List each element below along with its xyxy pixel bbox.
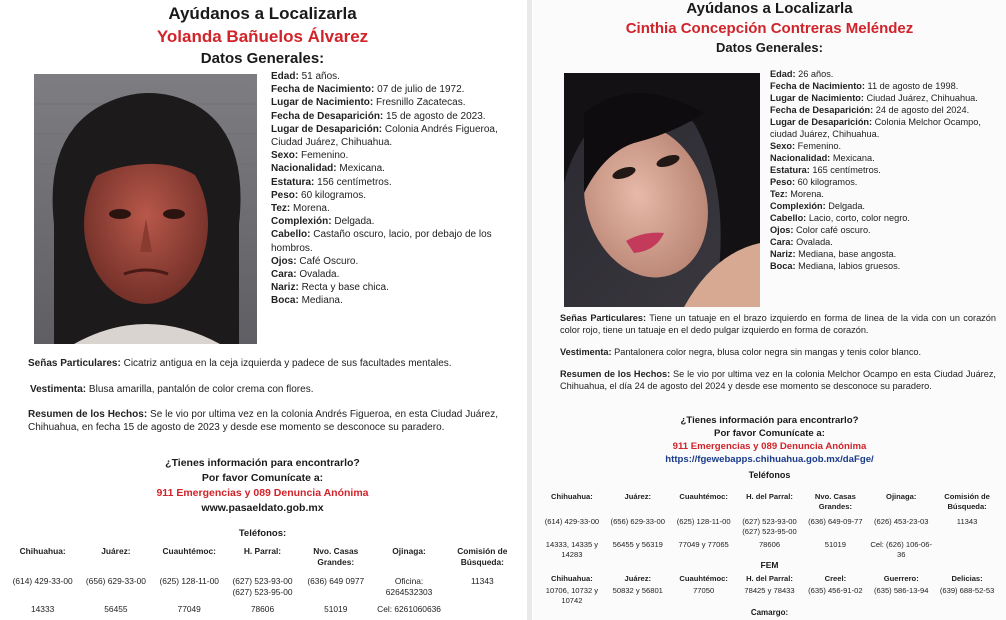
- fact-value: Recta y base chica.: [301, 282, 389, 294]
- senas-label: Señas Particulares:: [28, 358, 121, 369]
- senas-value: Tiene un tatuaje en el brazo izquierdo en forma de linea de la vida con un corazón color rojo, tiene un tatuaje en el dedo pulgar izquierdo en forma de corazón.: [560, 313, 996, 335]
- phones-table: [6, 546, 519, 615]
- table-row: [539, 517, 1000, 537]
- phones-table: [539, 492, 1000, 560]
- fact-row: [271, 228, 511, 254]
- fact-value: Fresnillo Zacatecas.: [376, 97, 466, 109]
- table-cell: [934, 540, 1000, 560]
- fact-value: Delgada.: [334, 216, 375, 228]
- fact-row: [271, 96, 511, 109]
- fact-value: 24 de agosto del 2024.: [875, 105, 970, 115]
- fact-label: Sexo:: [770, 141, 796, 151]
- fact-row: [770, 152, 1000, 164]
- table-header-cell: Juárez:: [624, 492, 652, 501]
- fact-value: 60 kilogramos.: [797, 177, 858, 187]
- fact-row: [271, 268, 511, 281]
- fact-row: [271, 215, 511, 228]
- table-cell: 78425 y 78433: [744, 586, 795, 595]
- table-header-cell: H. del Parral:: [746, 574, 793, 583]
- table-header-cell: Juárez:: [101, 546, 131, 556]
- table-row: [6, 604, 519, 615]
- fact-label: Boca:: [271, 295, 299, 307]
- fact-label: Cabello:: [271, 229, 311, 241]
- fact-row: [271, 70, 511, 83]
- fact-row: [770, 212, 1000, 224]
- fact-label: Fecha de Desaparición:: [770, 105, 874, 115]
- fact-value: Lacio, corto, color negro.: [808, 213, 910, 223]
- fact-row: [271, 110, 511, 123]
- table-cell: (636) 649 0977: [307, 576, 365, 586]
- fact-value: Ciudad Juárez, Chihuahua.: [866, 93, 978, 103]
- fact-row: [271, 281, 511, 294]
- fact-label: Lugar de Nacimiento:: [271, 97, 374, 109]
- fact-value: Femenino.: [301, 150, 349, 162]
- fact-label: Nacionalidad:: [770, 153, 831, 163]
- fact-label: Sexo:: [271, 150, 299, 162]
- fact-label: Cara:: [770, 237, 794, 247]
- fact-row: [770, 188, 1000, 200]
- fact-value: Mexicana.: [339, 163, 385, 175]
- fact-label: Nacionalidad:: [271, 163, 337, 175]
- table-cell: 51019: [324, 604, 348, 614]
- table-header-cell: Delicias:: [951, 574, 983, 583]
- fact-label: Cara:: [271, 269, 297, 281]
- table-header-cell: Cuauhtémoc:: [679, 574, 728, 583]
- senas-value: Cicatriz antigua en la ceja izquierda y padece de sus facultades mentales.: [123, 358, 452, 369]
- fact-row: [770, 176, 1000, 188]
- poster-right: [533, 0, 1006, 620]
- table-header-cell: Creel:: [824, 574, 847, 583]
- table-header-cell: Chihuahua:: [551, 492, 593, 501]
- fact-value: 15 de agosto de 2023.: [386, 110, 486, 122]
- table-header-cell: Juárez:: [624, 574, 652, 583]
- poster-header: Ayúdanos a Localizarla: [168, 4, 357, 23]
- table-cell: 77049: [177, 604, 201, 614]
- fact-value: Ovalada.: [796, 237, 833, 247]
- fact-value: Colonia Andrés Figueroa, Ciudad Juárez, Chihuahua.: [271, 123, 498, 149]
- resumen-value: Se le vio por ultima vez en la colonia Melchor Ocampo en esta Ciudad Juárez, Chihuahua, el día 24 de agosto del 2024 y desde ese momento se desconoce su paradero.: [560, 369, 996, 391]
- table-header-cell: Comisión de Búsqueda:: [457, 546, 508, 567]
- senas-label: Señas Particulares:: [560, 313, 647, 323]
- person-photo: [34, 74, 257, 344]
- table-row: [539, 540, 1000, 560]
- fact-row: [271, 202, 511, 215]
- phones-title: Teléfonos: [748, 470, 791, 480]
- fact-row: [271, 123, 511, 149]
- resumen-label: Resumen de los Hechos:: [28, 409, 148, 420]
- table-cell: (635) 456-91-02: [808, 586, 863, 595]
- fact-label: Edad:: [271, 71, 299, 82]
- fact-value: Mediana, base angosta.: [798, 249, 897, 259]
- fact-label: Tez:: [770, 189, 788, 199]
- table-cell: 56455: [104, 604, 128, 614]
- emergency-numbers: 911 Emergencias y 089 Denuncia Anónima: [672, 441, 867, 452]
- fact-label: Fecha de Nacimiento:: [770, 81, 865, 91]
- table-cell: 56455 y 56319: [612, 540, 663, 549]
- fact-row: [271, 189, 511, 202]
- fact-value: Color café oscuro.: [796, 225, 871, 235]
- fact-label: Estatura:: [271, 176, 315, 188]
- fact-row: [770, 164, 1000, 176]
- vestimenta: [30, 383, 515, 396]
- fact-label: Peso:: [770, 177, 796, 187]
- fact-value: Morena.: [293, 203, 330, 215]
- table-header-row: [6, 546, 519, 568]
- vestimenta: [560, 347, 996, 359]
- table-row: [539, 586, 1000, 606]
- table-cell: (639) 688-52-53: [939, 586, 995, 595]
- fact-value: Morena.: [790, 189, 824, 199]
- vestimenta-label: Vestimenta:: [30, 384, 87, 395]
- fem-camargo-label: Camargo:: [750, 608, 789, 617]
- table-cell: (656) 629-33-00: [85, 576, 146, 586]
- fact-label: Complexión:: [271, 216, 332, 228]
- fact-label: Peso:: [271, 189, 299, 201]
- senas-particulares: [28, 357, 513, 370]
- fact-row: [770, 104, 1000, 116]
- phones-title: Teléfonos:: [238, 528, 287, 539]
- missing-person-name: Cinthia Concepción Contreras Meléndez: [625, 20, 914, 37]
- fact-label: Lugar de Nacimiento:: [770, 93, 864, 103]
- fact-row: [770, 200, 1000, 212]
- fact-value: 60 kilogramos.: [301, 189, 367, 201]
- fact-value: Delgada.: [828, 201, 865, 211]
- fact-value: 165 centímetros.: [812, 165, 881, 175]
- contact-website[interactable]: https://fgewebapps.chihuahua.gob.mx/daFge/: [665, 454, 874, 465]
- table-cell: Cel: 6261060636: [377, 604, 441, 614]
- fact-value: Mediana.: [301, 295, 343, 307]
- table-cell: 14333: [30, 604, 55, 614]
- poster-header: Ayúdanos a Localizarla: [686, 0, 853, 17]
- table-header-cell: Cuauhtémoc:: [679, 492, 728, 501]
- table-cell: (635) 586-13-94: [873, 586, 929, 595]
- vestimenta-value: Pantalonera color negra, blusa color negra sin mangas y tenis color blanco.: [614, 347, 922, 357]
- table-header-cell: Guerrero:: [883, 574, 919, 583]
- fact-label: Fecha de Nacimiento:: [271, 84, 375, 96]
- table-header-cell: Cuauhtémoc:: [162, 546, 216, 556]
- table-cell: Cel: (626) 106-06-36: [870, 540, 933, 559]
- fact-row: [770, 80, 1000, 92]
- fact-value: Mexicana.: [832, 153, 875, 163]
- table-header-cell: H. Parral:: [243, 546, 282, 556]
- table-cell: 78606: [250, 604, 275, 614]
- fact-label: Lugar de Desaparición:: [271, 123, 383, 135]
- contact-call: Por favor Comunícate a:: [714, 428, 825, 439]
- table-cell: Oficina: 6264532303: [385, 576, 433, 597]
- fact-label: Ojos:: [271, 255, 297, 267]
- table-cell: 77049 y 77065: [678, 540, 729, 549]
- fact-label: Cabello:: [770, 213, 807, 223]
- table-cell: [446, 604, 519, 615]
- fact-row: [770, 116, 1000, 140]
- resumen-hechos: [560, 369, 996, 393]
- fact-label: Nariz:: [770, 249, 796, 259]
- table-cell: 77050: [693, 586, 715, 595]
- table-cell: 78606: [758, 540, 781, 549]
- fact-row: [770, 224, 1000, 236]
- fact-value: 07 de julio de 1972.: [377, 84, 465, 96]
- fact-label: Tez:: [271, 203, 291, 215]
- person-photo: [564, 73, 760, 307]
- vestimenta-value: Blusa amarilla, pantalón de color crema con flores.: [88, 384, 314, 395]
- table-header-row: [539, 492, 1000, 512]
- table-cell: (625) 128-11-00: [676, 517, 731, 526]
- fact-row: [770, 92, 1000, 104]
- table-cell: (626) 453-23-03: [873, 517, 929, 526]
- fact-label: Complexión:: [770, 201, 826, 211]
- contact-website[interactable]: www.pasaeldato.gob.mx: [201, 502, 324, 514]
- fact-row: [770, 248, 1000, 260]
- table-cell: (627) 523-93-00 (627) 523-95-00: [232, 576, 293, 597]
- fem-table: [539, 574, 1000, 606]
- emergency-numbers: 911 Emergencias y 089 Denuncia Anónima: [156, 487, 369, 499]
- fact-row: [770, 140, 1000, 152]
- table-cell: 11343: [470, 576, 494, 586]
- fact-label: Fecha de Desaparición:: [271, 110, 384, 122]
- fem-title: FEM: [760, 560, 779, 570]
- fact-row: [271, 149, 511, 162]
- table-cell: 10706, 10732 y 10742: [545, 586, 599, 605]
- table-cell: 51019: [824, 540, 846, 549]
- fact-value: 26 años.: [798, 69, 834, 79]
- contact-question: ¿Tienes información para encontrarlo?: [165, 457, 360, 469]
- resumen-hechos: [28, 408, 498, 434]
- table-cell: (656) 629-33-00: [610, 517, 666, 526]
- table-header-cell: H. del Parral:: [746, 492, 793, 501]
- table-cell: 11343: [956, 517, 978, 526]
- table-cell: (627) 523-93-00 (627) 523-95-00: [742, 517, 797, 536]
- fact-row: [770, 236, 1000, 248]
- fact-row: [271, 176, 511, 189]
- facts-list: [271, 70, 511, 308]
- fact-row: [770, 260, 1000, 272]
- fact-value: Ovalada.: [299, 269, 340, 281]
- table-header-cell: Nvo. Casas Grandes:: [313, 546, 359, 567]
- resumen-label: Resumen de los Hechos:: [560, 369, 671, 379]
- table-header-row: [539, 574, 1000, 584]
- fact-label: Estatura:: [770, 165, 810, 175]
- senas-particulares: [560, 313, 996, 337]
- fact-value: Café Oscuro.: [299, 255, 359, 267]
- fact-value: 11 de agosto de 1998.: [867, 81, 959, 91]
- fact-value: Femenino.: [797, 141, 842, 151]
- section-title: Datos Generales:: [716, 40, 823, 55]
- fact-row: [271, 162, 511, 175]
- vestimenta-label: Vestimenta:: [560, 347, 612, 357]
- fact-label: Ojos:: [770, 225, 794, 235]
- contact-call: Por favor Comunícate a:: [201, 472, 324, 484]
- fact-value: 156 centímetros.: [317, 176, 392, 188]
- table-header-cell: Chihuahua:: [551, 574, 593, 583]
- table-header-cell: Ojinaga:: [392, 546, 426, 556]
- poster-divider: [527, 0, 532, 620]
- table-cell: (614) 429-33-00: [12, 576, 73, 586]
- table-cell: (614) 429-33-00: [544, 517, 600, 526]
- table-cell: (636) 649-09-77: [808, 517, 863, 526]
- fact-row: [271, 255, 511, 268]
- resumen-value: Se le vio por ultima vez en la colonia Andrés Figueroa, en esta Ciudad Juárez, Chihuahua, en fecha 15 de agosto de 2023 y desde ese momento se desconoce su paradero.: [28, 409, 499, 433]
- contact-question: ¿Tienes información para encontrarlo?: [680, 415, 859, 426]
- table-cell: (625) 128-11-00: [159, 576, 219, 586]
- fact-value: 51 años.: [301, 71, 340, 82]
- table-cell: 14333, 14335 y 14283: [545, 540, 599, 559]
- fact-row: [271, 83, 511, 96]
- section-title: Datos Generales:: [200, 50, 325, 67]
- fact-value: Colonia Melchor Ocampo, ciudad Juárez, Chihuahua.: [770, 117, 981, 139]
- fact-label: Nariz:: [271, 282, 299, 294]
- fact-row: [770, 68, 1000, 80]
- table-header-cell: Chihuahua:: [19, 546, 66, 556]
- fact-label: Lugar de Desaparición:: [770, 117, 873, 127]
- table-header-cell: Ojinaga:: [886, 492, 917, 501]
- table-row: [6, 576, 519, 598]
- fact-row: [271, 294, 511, 307]
- facts-list: [770, 68, 1000, 272]
- table-header-cell: Comisión de Búsqueda:: [944, 492, 990, 511]
- fact-value: Castaño oscuro, lacio, por debajo de los hombros.: [271, 229, 492, 254]
- fact-label: Edad:: [770, 69, 796, 79]
- fact-value: Mediana, labios gruesos.: [798, 261, 901, 271]
- fact-label: Boca:: [770, 261, 796, 271]
- missing-person-name: Yolanda Bañuelos Álvarez: [156, 27, 369, 46]
- table-header-cell: Nvo. Casas Grandes:: [814, 492, 856, 511]
- table-cell: 50832 y 56801: [612, 586, 663, 595]
